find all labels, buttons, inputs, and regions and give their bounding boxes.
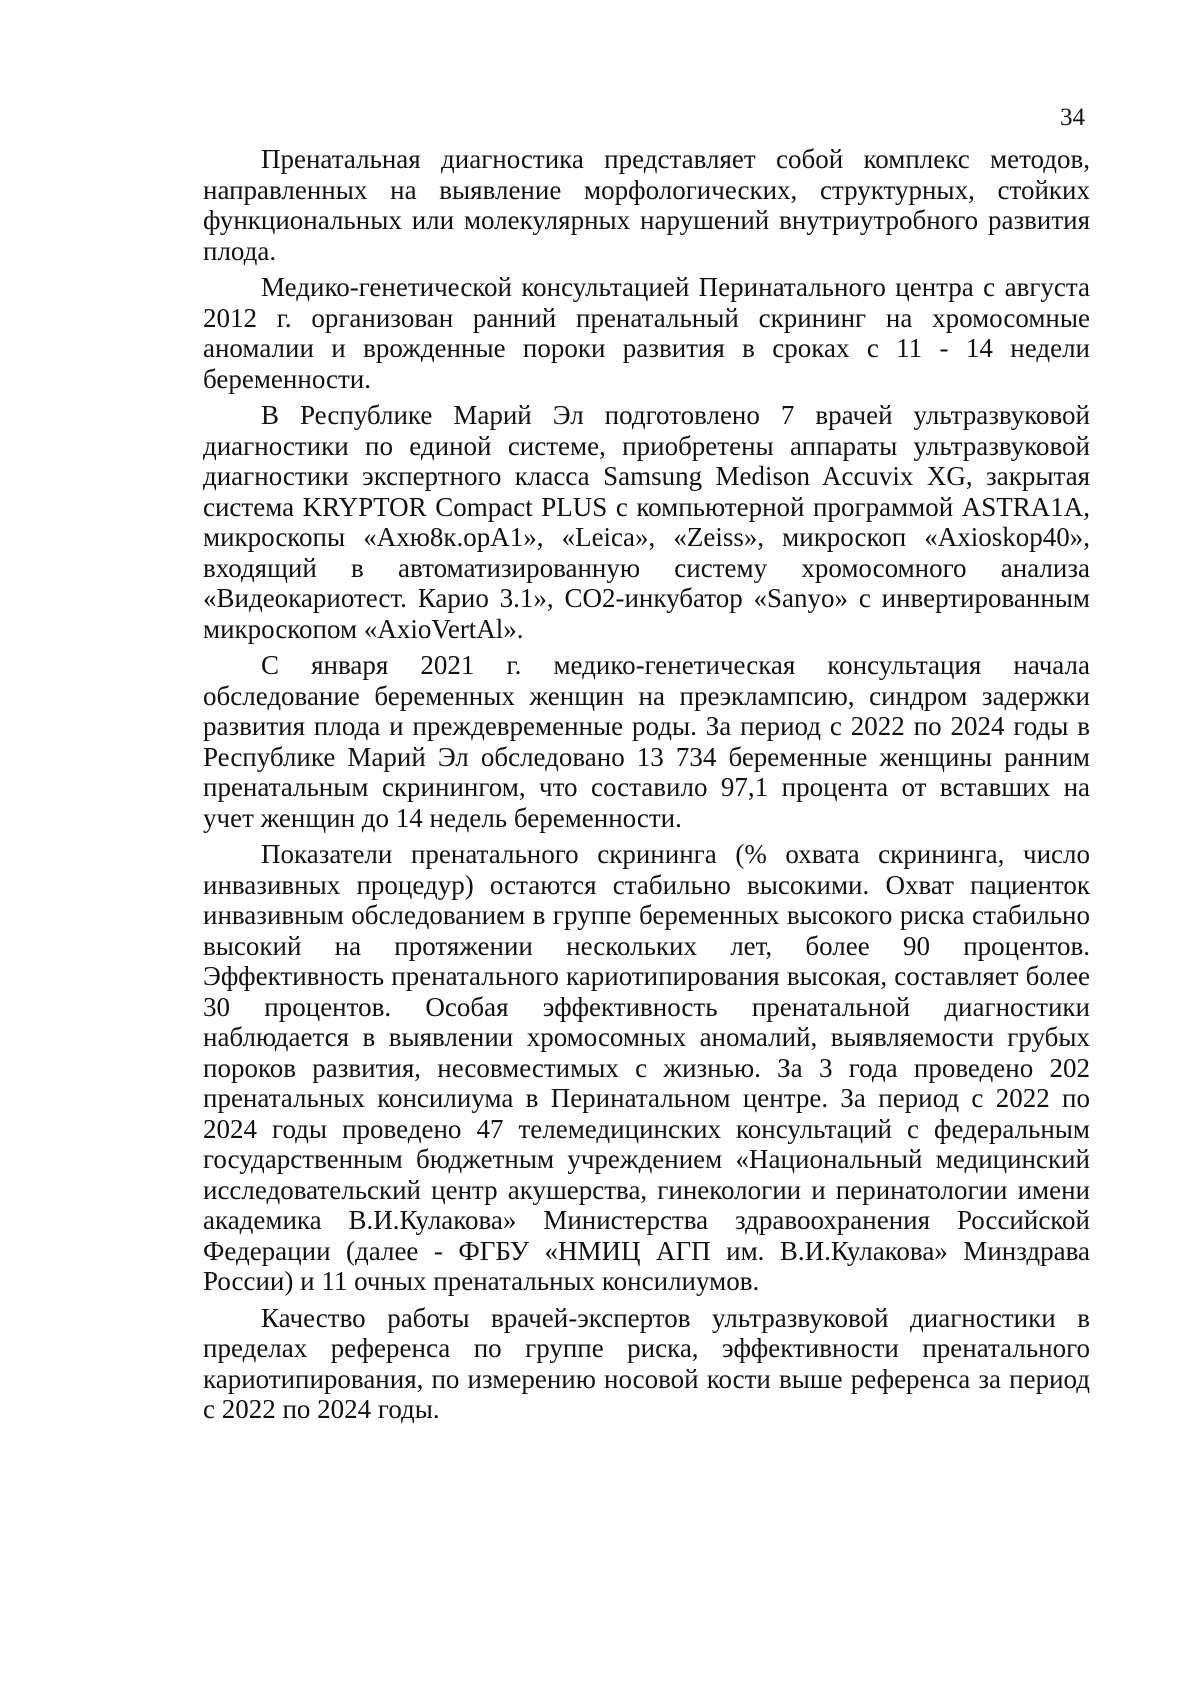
body-text xyxy=(203,144,1090,1425)
paragraph-equipment: В Республике Марий Эл подготовлено 7 врачей ультразвуковой диагностики по единой системе, приобретены аппараты ультразвуковой диагностики экспертного класса Samsung Medison Accuvix XG, закрытая система KRYPTOR Compact PLUS с компьютерной программой ASTRA1A, микроскопы «Ахю8к.орА1», «Leica», «Zeiss», микроскоп «Axioskop40», входящий в автоматизированную систему хромосомного анализа «Видеокариотест. Карио 3.1», CO2-инкубатор «Sanyo» с инвертированным микроскопом «AxioVertAl». xyxy=(203,400,1090,644)
paragraph-screening-indicators: Показатели пренатального скрининга (% охвата скрининга, число инвазивных процедур) остаются стабильно высокими. Охват пациенток инвазивным обследованием в группе беременных высокого риска стабильно высокий на протяжении нескольких лет, более 90 процентов. Эффективность пренатального кариотипирования высокая, составляет более 30 процентов. Особая эффективность пренатальной диагностики наблюдается в выявлении хромосомных аномалий, выявляемости грубых пороков развития, несовместимых с жизнью. За 3 года проведено 202 пренатальных консилиума в Перинатальном центре. За период с 2022 по 2024 годы проведено 47 телемедицинских консультаций с федеральным государственным бюджетным учреждением «Национальный медицинский исследовательский центр акушерства, гинекологии и перинатологии имени академика В.И.Кулакова» Министерства здравоохранения Российской Федерации (далее - ФГБУ «НМИЦ АГП им. В.И.Кулакова» Минздрава России) и 11 очных пренатальных консилиумов. xyxy=(203,839,1090,1296)
paragraph-quality: Качество работы врачей-экспертов ультразвуковой диагностики в пределах референса по группе риска, эффективности пренатального кариотипирования, по измерению носовой кости выше референса за период с 2022 по 2024 годы. xyxy=(203,1302,1090,1424)
paragraph-screening-coverage: С января 2021 г. медико-генетическая консультация начала обследование беременных женщин на преэклампсию, синдром задержки развития плода и преждевременные роды. За период с 2022 по 2024 годы в Республике Марий Эл обследовано 13 734 беременные женщины ранним пренатальным скринингом, что составило 97,1 процента от вставших на учет женщин до 14 недель беременности. xyxy=(203,650,1090,833)
page-number: 34 xyxy=(1060,104,1085,131)
paragraph-prenatal-definition: Пренатальная диагностика представляет собой комплекс методов, направленных на выявление морфологических, структурных, стойких функциональных или молекулярных нарушений внутриутробного развития плода. xyxy=(203,144,1090,266)
paragraph-early-screening: Медико-генетической консультацией Перинатального центра с августа 2012 г. организован ранний пренатальный скрининг на хромосомные аномалии и врожденные пороки развития в сроках с 11 - 14 недели беременности. xyxy=(203,272,1090,394)
